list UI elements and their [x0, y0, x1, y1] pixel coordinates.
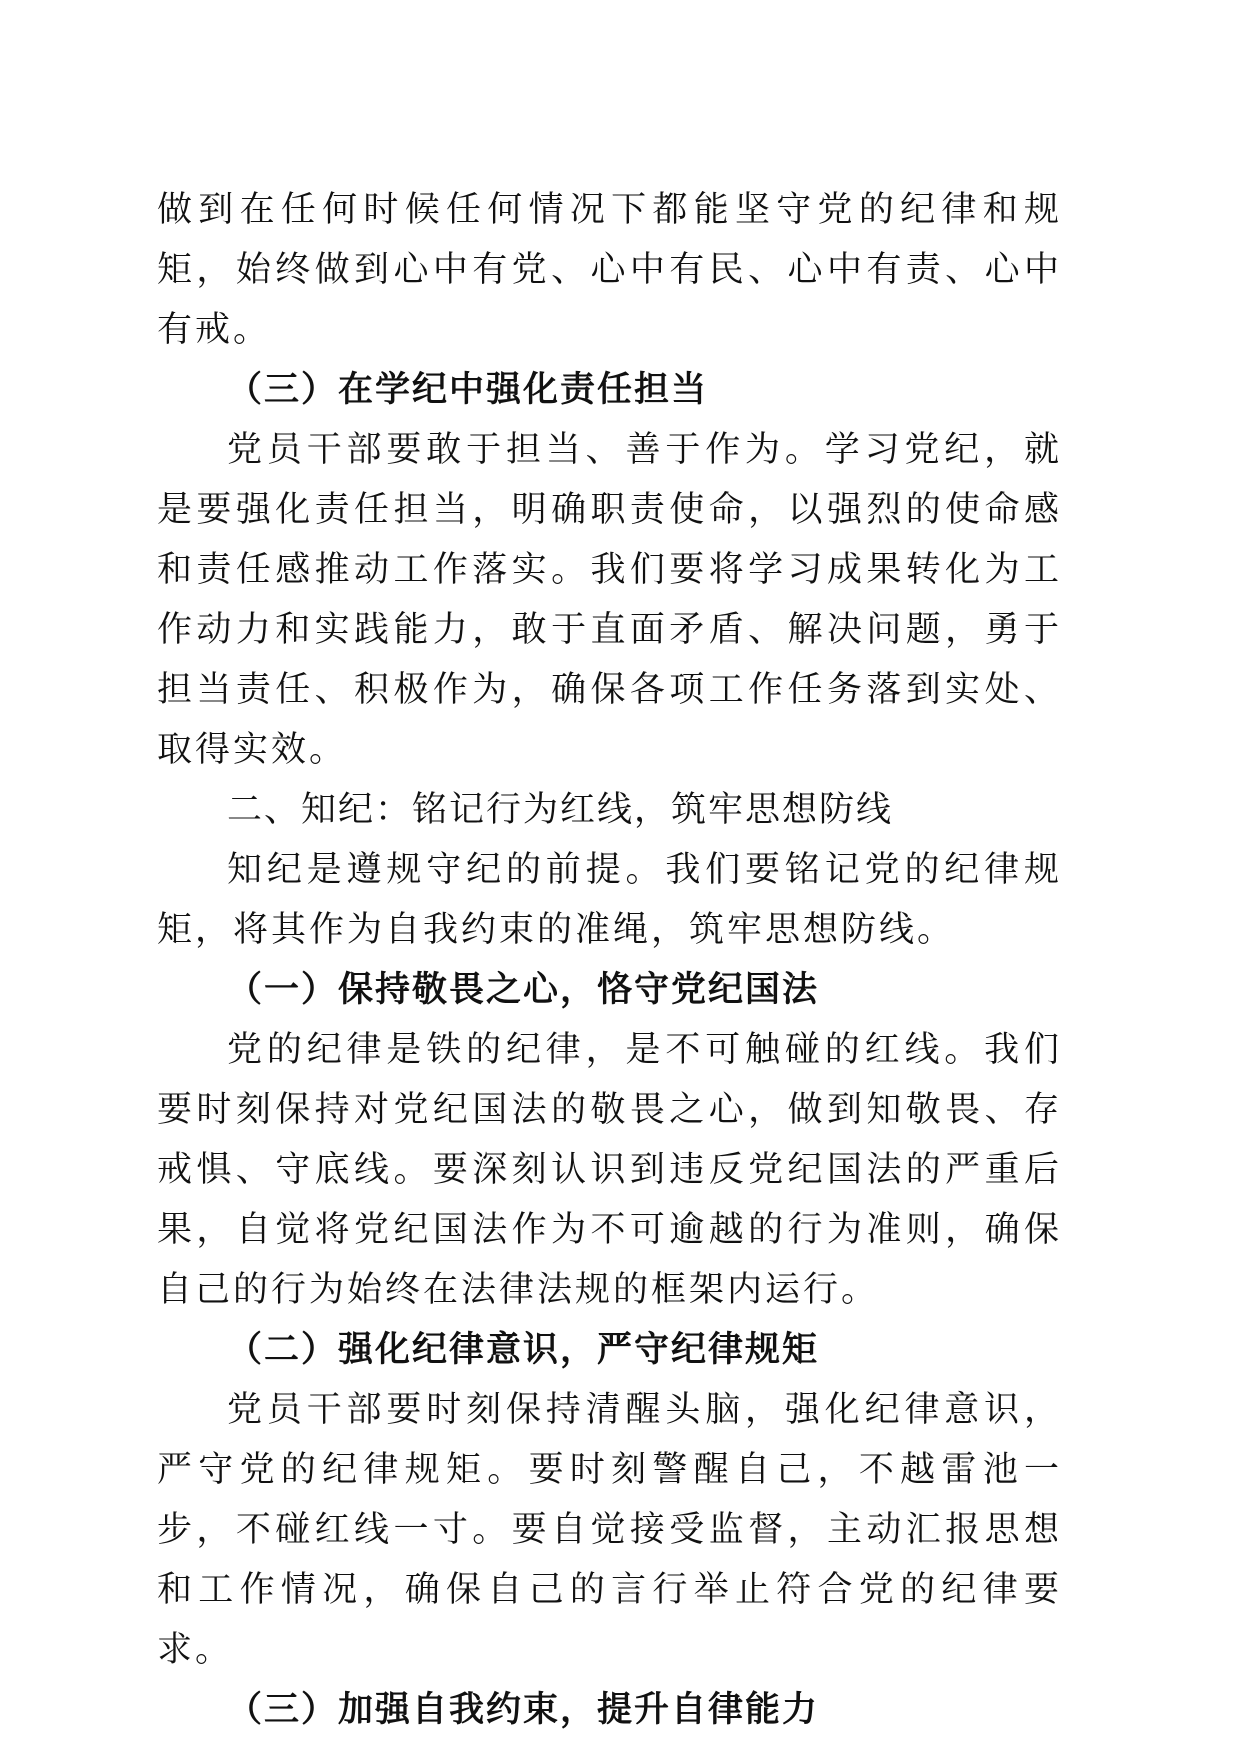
- subheading-2-1: （一）保持敬畏之心，恪守党纪国法: [227, 970, 820, 1010]
- paragraph-2-2: 党员干部要时刻保持清醒头脑，强化纪律意识，严守党的纪律规矩。要时刻警醒自己，不越雷池一步，不碰红线一寸。要自觉接受监督，主动汇报思想和工作情况，确保自己的言行举止符合党的纪律要求。: [157, 1390, 1062, 1670]
- paragraph-2-1: 党的纪律是铁的纪律，是不可触碰的红线。我们要时刻保持对党纪国法的敬畏之心，做到知敬畏、存戒惧、守底线。要深刻认识到违反党纪国法的严重后果，自觉将党纪国法作为不可逾越的行为准则，确保自己的行为始终在法律法规的框架内运行。: [157, 1030, 1062, 1310]
- subheading-1-3: （三）在学纪中强化责任担当: [227, 370, 709, 410]
- paragraph-continued: 做到在任何时候任何情况下都能坚守党的纪律和规矩，始终做到心中有党、心中有民、心中有责、心中有戒。: [157, 190, 1062, 350]
- subheading-2-3: （三）加强自我约束，提升自律能力: [227, 1690, 820, 1730]
- paragraph-2: 知纪是遵规守纪的前提。我们要铭记党的纪律规矩，将其作为自我约束的准绳，筑牢思想防线。: [157, 850, 1062, 950]
- section-heading-2: 二、知纪：铭记行为红线，筑牢思想防线: [227, 790, 894, 830]
- document-body: [157, 180, 1062, 1740]
- paragraph-1-3: 党员干部要敢于担当、善于作为。学习党纪，就是要强化责任担当，明确职责使命，以强烈的使命感和责任感推动工作落实。我们要将学习成果转化为工作动力和实践能力，敢于直面矛盾、解决问题，勇于担当责任、积极作为，确保各项工作任务落到实处、取得实效。: [157, 430, 1062, 770]
- subheading-2-2: （二）强化纪律意识，严守纪律规矩: [227, 1330, 820, 1370]
